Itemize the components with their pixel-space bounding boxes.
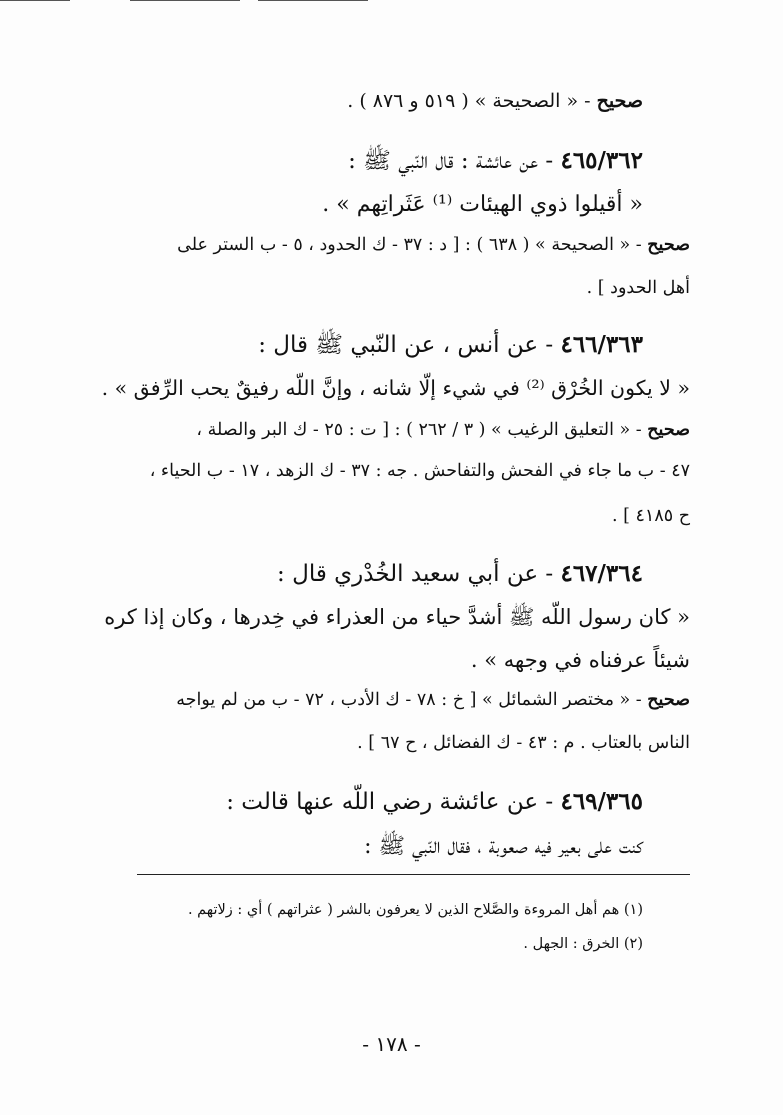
line-text: - عن عائشة : قال النّبي ﷺ : xyxy=(348,148,561,174)
grade-label: صحيح xyxy=(647,235,690,255)
grade-label: صحيح xyxy=(647,690,690,710)
takhrij-line xyxy=(357,733,690,753)
takhrij-line xyxy=(587,278,690,298)
matn-line xyxy=(471,648,690,672)
takhrij-line xyxy=(612,506,690,526)
line-text: شيئاً عرفناه في وجهه » . xyxy=(470,648,690,672)
footnote-text: (٢) الخرق : الجهل . xyxy=(523,936,643,952)
line-text: - عن أبي سعيد الخُدْري قال : xyxy=(277,561,561,587)
line-text: « أقيلوا ذوي الهيئات ⁽¹⁾ عَثَراتِهم » . xyxy=(322,192,643,217)
hadith-number: ٤٦٥/٣٦٢ xyxy=(560,147,643,174)
line-text: ٤٧ - ب ما جاء في الفحش والتفاحش . جه : ٣٧ - ك الزهد ، ١٧ - ب الحياء ، xyxy=(149,461,690,481)
takhrij-line xyxy=(177,235,690,255)
footnote-text: (١) هم أهل المروءة والصَّلاح الذين لا يعرفون بالشر ( عثراتهم ) أي : زلاتهم . xyxy=(187,902,643,918)
takhrij-line xyxy=(196,420,690,440)
matn-line xyxy=(104,604,690,635)
grade-label: صحيح xyxy=(647,420,690,440)
line-text: - « التعليق الرغيب » ( ٣ / ٢٦٢ ) : [ ت : ٢٥ - ك البر والصلة ، xyxy=(196,420,648,440)
hadith-number: ٤٦٩/٣٦٥ xyxy=(560,788,643,815)
hadith-header xyxy=(226,788,643,815)
line-text: « لا يكون الخُرْق ⁽²⁾ في شيء إلّا شانه ، وإنَّ اللّه رفيقٌ يحب الرِّفق » . xyxy=(101,376,690,400)
page-number: - ١٧٨ - xyxy=(362,1032,421,1056)
scan-rule xyxy=(130,0,240,1)
takhrij-line xyxy=(176,690,690,710)
line-text: كنت على بعير فيه صعوبة ، فقال النّبي ﷺ : xyxy=(364,834,643,859)
footnote xyxy=(523,936,643,952)
hadith-header xyxy=(348,146,643,180)
hadith-header xyxy=(258,330,643,364)
matn-line xyxy=(102,376,690,400)
line-text: ح ٤١٨٥ ] . xyxy=(612,506,690,526)
takhrij-line xyxy=(347,90,643,112)
footnote-separator xyxy=(137,874,690,875)
hadith-header xyxy=(277,560,643,587)
grade-label: صحيح xyxy=(596,90,643,112)
scan-rule xyxy=(0,0,70,1)
takhrij-line xyxy=(150,461,690,481)
line-text: الناس بالعتاب . م : ٤٣ - ك الفضائل ، ح ٦٧ ] . xyxy=(357,733,690,753)
line-text: أهل الحدود ] . xyxy=(586,278,690,298)
matn-line xyxy=(322,192,643,217)
line-text: - عن عائشة رضي اللّه عنها قالت : xyxy=(226,789,561,815)
line-text: - « الصحيحة » ( ٥١٩ و ٨٧٦ ) . xyxy=(347,90,597,112)
hadith-number: ٤٦٦/٣٦٣ xyxy=(560,331,643,358)
line-text: - « الصحيحة » ( ٦٣٨ ) : [ د : ٣٧ - ك الحدود ، ٥ - ب الستر على xyxy=(177,235,648,255)
footnote xyxy=(188,902,643,918)
matn-line xyxy=(364,832,643,864)
line-text: « كان رسول اللّه ﷺ أشدَّ حياء من العذراء في خِدرها ، وكان إذا كره xyxy=(104,605,690,629)
line-text: - عن أنس ، عن النّبي ﷺ قال : xyxy=(258,332,561,358)
hadith-number: ٤٦٧/٣٦٤ xyxy=(560,560,643,587)
scan-rule xyxy=(258,0,368,1)
line-text: - « مختصر الشمائل » [ خ : ٧٨ - ك الأدب ، ٧٢ - ب من لم يواجه xyxy=(176,690,648,710)
